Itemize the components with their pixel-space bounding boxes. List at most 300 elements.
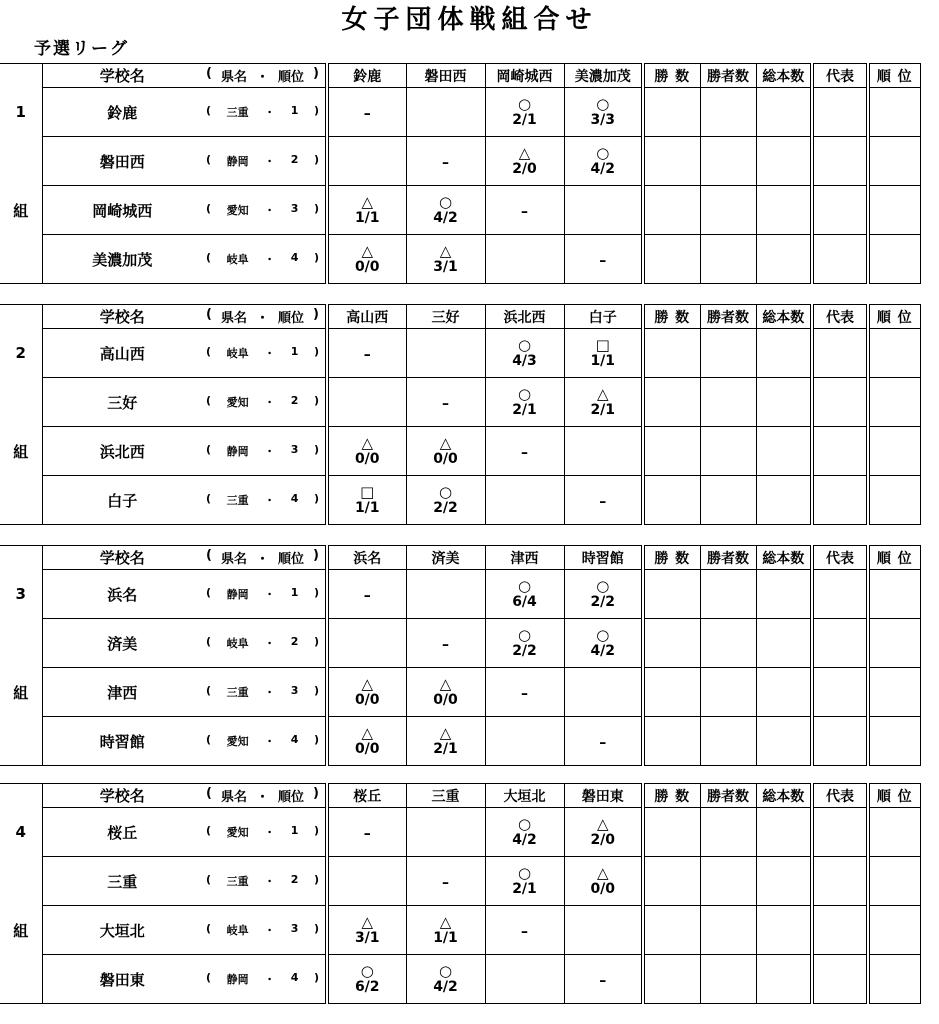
wins-cell[interactable] (643, 186, 700, 235)
dot-separator: ・ (255, 311, 269, 326)
wins-cell[interactable] (643, 88, 700, 137)
team-row (0, 668, 920, 717)
group-label-cell (0, 906, 42, 955)
result-symbol: △ (439, 433, 452, 452)
dot-separator: ・ (264, 973, 276, 986)
total-cell[interactable] (756, 668, 812, 717)
place-cell[interactable] (868, 619, 920, 668)
school-name (42, 808, 202, 857)
result-symbol: ○ (517, 814, 532, 833)
group-label-top (0, 305, 42, 329)
header-opponent (564, 784, 643, 808)
self-match-dash: – (363, 825, 371, 842)
header-wins (643, 64, 700, 88)
rep-cell[interactable] (812, 88, 868, 137)
dot-separator: ・ (264, 204, 276, 217)
paren-close: ) (313, 635, 319, 648)
wins-cell[interactable] (643, 476, 700, 525)
rep-cell[interactable] (812, 570, 868, 619)
place-cell[interactable] (868, 235, 920, 284)
rep-cell[interactable] (812, 378, 868, 427)
pref-rank (202, 378, 327, 427)
total-cell[interactable] (756, 857, 812, 906)
seed-rank: 2 (290, 635, 299, 648)
score: 0/0 (433, 691, 458, 708)
place-cell[interactable] (868, 857, 920, 906)
match-result-cell (564, 808, 643, 857)
match-result-cell (327, 570, 406, 619)
total-cell[interactable] (756, 235, 812, 284)
seed-rank: 2 (290, 153, 299, 166)
prefecture: 岐阜 (226, 637, 249, 650)
winners-cell[interactable] (700, 955, 756, 1004)
header-opponent (485, 784, 564, 808)
opponent-name: 磐田西 (424, 68, 467, 85)
school-name (42, 955, 202, 1004)
team-row (0, 808, 920, 857)
pref-rank-wrap (202, 443, 325, 459)
result-symbol: △ (439, 241, 452, 260)
match-result-cell (564, 906, 643, 955)
result-symbol: ○ (517, 625, 532, 644)
header-pref-rank (202, 546, 327, 570)
paren-open: ( (206, 66, 212, 81)
paren-open: ( (206, 492, 212, 505)
place-cell[interactable] (868, 955, 920, 1004)
opponent-name: 浜北西 (503, 309, 546, 326)
header-opponent (327, 305, 406, 329)
score: 4/2 (590, 160, 616, 177)
header-place-label: 順 位 (876, 68, 913, 85)
school-name-text: 白子 (107, 491, 138, 510)
rep-cell[interactable] (812, 808, 868, 857)
rep-cell[interactable] (812, 906, 868, 955)
winners-cell[interactable] (700, 235, 756, 284)
prefecture: 三重 (226, 106, 249, 119)
dot-separator: ・ (264, 588, 276, 601)
match-result-cell (485, 808, 564, 857)
wins-cell[interactable] (643, 857, 700, 906)
result-symbol: ○ (438, 192, 453, 211)
header-wins-label: 勝 数 (654, 309, 691, 326)
result-symbol: ○ (596, 625, 610, 644)
team-row (0, 857, 920, 906)
score: 2/2 (433, 499, 458, 516)
wins-cell[interactable] (643, 906, 700, 955)
winners-cell[interactable] (700, 668, 756, 717)
winners-cell[interactable] (700, 378, 756, 427)
seed-rank: 2 (290, 873, 299, 886)
match-result-cell (485, 857, 564, 906)
header-school-label: 学校名 (99, 67, 145, 85)
winners-cell[interactable] (700, 570, 756, 619)
match-result-cell (406, 619, 485, 668)
group-label-cell (0, 329, 42, 378)
result-symbol: □ (360, 482, 375, 501)
dot-separator: ・ (255, 790, 269, 805)
header-place-label: 順 位 (876, 788, 913, 805)
school-name-text: 高山西 (99, 344, 145, 363)
match-result-cell (564, 235, 643, 284)
seed-rank: 1 (290, 345, 299, 358)
header-winners-label: 勝者数 (707, 550, 749, 567)
school-name-text: 磐田東 (99, 970, 145, 989)
opponent-name: 三好 (431, 309, 460, 326)
header-rank-label: 順位 (277, 552, 304, 567)
paren-close: ) (313, 922, 319, 935)
match-result-cell (327, 427, 406, 476)
match-result-cell (564, 476, 643, 525)
header-rep (812, 784, 868, 808)
match-result-cell (406, 717, 485, 766)
opponent-name: 岡崎城西 (496, 68, 553, 85)
header-pref-wrap (202, 786, 325, 805)
self-match-dash: – (442, 395, 449, 412)
header-rep-label: 代表 (826, 68, 854, 85)
team-row (0, 137, 920, 186)
prefecture: 愛知 (226, 735, 249, 748)
place-cell[interactable] (868, 570, 920, 619)
group-table-2 (0, 304, 921, 525)
match-result-cell (327, 329, 406, 378)
place-cell[interactable] (868, 808, 920, 857)
rep-cell[interactable] (812, 427, 868, 476)
winners-cell[interactable] (700, 906, 756, 955)
place-cell[interactable] (868, 717, 920, 766)
match-result-cell (406, 906, 485, 955)
prefecture: 岐阜 (226, 347, 249, 360)
prefecture: 静岡 (226, 973, 249, 986)
winners-cell[interactable] (700, 476, 756, 525)
score: 1/1 (433, 929, 458, 946)
result-symbol: △ (439, 912, 452, 931)
total-cell[interactable] (756, 329, 812, 378)
prefecture: 愛知 (226, 826, 249, 839)
match-result-cell (406, 570, 485, 619)
place-cell[interactable] (868, 186, 920, 235)
score: 2/2 (512, 642, 537, 659)
pref-rank-wrap (202, 202, 325, 218)
rep-cell[interactable] (812, 619, 868, 668)
group-label-cell (0, 476, 42, 525)
prefecture: 岐阜 (226, 924, 249, 937)
match-result-cell (485, 906, 564, 955)
match-result-cell (406, 137, 485, 186)
winners-cell[interactable] (700, 619, 756, 668)
header-pref-rank (202, 64, 327, 88)
seed-rank: 1 (290, 586, 299, 599)
winners-cell[interactable] (700, 88, 756, 137)
dot-separator: ・ (264, 735, 276, 748)
pref-rank-wrap (202, 394, 325, 410)
school-name (42, 570, 202, 619)
pref-rank (202, 476, 327, 525)
header-pref-label: 県名 (220, 552, 247, 567)
score: 2/0 (512, 160, 537, 177)
header-place (868, 784, 920, 808)
opponent-name: 高山西 (346, 309, 389, 326)
school-name (42, 186, 202, 235)
wins-cell[interactable] (643, 427, 700, 476)
total-cell[interactable] (756, 955, 812, 1004)
match-result-cell (564, 955, 643, 1004)
seed-rank: 4 (290, 971, 299, 984)
match-result-cell (406, 186, 485, 235)
match-result-cell (327, 668, 406, 717)
header-rep-label: 代表 (826, 309, 854, 326)
header-opponent (564, 64, 643, 88)
school-name-text: 済美 (107, 634, 138, 653)
score: 3/1 (354, 929, 380, 946)
header-winners-label: 勝者数 (707, 309, 749, 326)
seed-rank: 1 (290, 824, 299, 837)
winners-cell[interactable] (700, 427, 756, 476)
rep-cell[interactable] (812, 668, 868, 717)
winners-cell[interactable] (700, 186, 756, 235)
header-wins (643, 784, 700, 808)
score: 4/2 (433, 209, 458, 226)
page-title: 女子団体戦組合せ (341, 5, 598, 35)
match-result-cell (485, 235, 564, 284)
pref-rank-wrap (202, 251, 325, 267)
group-number: 2 (15, 344, 26, 362)
self-match-dash: – (521, 203, 528, 220)
school-name (42, 717, 202, 766)
match-result-cell (327, 857, 406, 906)
paren-open: ( (206, 684, 212, 697)
opponent-name: 時習館 (581, 550, 624, 567)
paren-close: ) (313, 786, 319, 801)
match-result-cell (564, 137, 643, 186)
score: 0/0 (354, 691, 380, 708)
total-cell[interactable] (756, 570, 812, 619)
header-wins (643, 305, 700, 329)
group-label-cell (0, 717, 42, 766)
score: 6/4 (512, 593, 537, 610)
wins-cell[interactable] (643, 668, 700, 717)
header-opponent (327, 784, 406, 808)
dot-separator: ・ (264, 875, 276, 888)
pref-rank-wrap (202, 586, 325, 602)
wins-cell[interactable] (643, 808, 700, 857)
result-symbol: △ (596, 863, 609, 882)
seed-rank: 4 (290, 733, 299, 746)
wins-cell[interactable] (643, 570, 700, 619)
match-result-cell (564, 857, 643, 906)
paren-close: ) (313, 684, 319, 697)
place-cell[interactable] (868, 137, 920, 186)
score: 3/1 (433, 258, 458, 275)
total-cell[interactable] (756, 186, 812, 235)
opponent-name: 鈴鹿 (353, 68, 382, 85)
total-cell[interactable] (756, 476, 812, 525)
result-symbol: ○ (596, 143, 610, 162)
place-cell[interactable] (868, 378, 920, 427)
pref-rank (202, 88, 327, 137)
school-name (42, 857, 202, 906)
total-cell[interactable] (756, 619, 812, 668)
match-result-cell (406, 235, 485, 284)
group-suffix: 組 (13, 683, 29, 702)
result-symbol: △ (361, 433, 374, 452)
pref-rank-wrap (202, 104, 325, 120)
result-symbol: △ (439, 723, 452, 742)
rep-cell[interactable] (812, 186, 868, 235)
total-cell[interactable] (756, 88, 812, 137)
winners-cell[interactable] (700, 137, 756, 186)
place-cell[interactable] (868, 427, 920, 476)
result-symbol: ○ (596, 576, 610, 595)
paren-close: ) (313, 394, 319, 407)
opponent-name: 浜名 (353, 550, 382, 567)
rep-cell[interactable] (812, 137, 868, 186)
dot-separator: ・ (264, 686, 276, 699)
wins-cell[interactable] (643, 717, 700, 766)
paren-close: ) (313, 443, 319, 456)
wins-cell[interactable] (643, 137, 700, 186)
header-total (756, 784, 812, 808)
match-result-cell (485, 668, 564, 717)
result-symbol: ○ (596, 94, 610, 113)
header-school-label: 学校名 (99, 787, 145, 805)
total-cell[interactable] (756, 717, 812, 766)
match-result-cell (327, 717, 406, 766)
header-opponent (564, 546, 643, 570)
dot-separator: ・ (255, 70, 269, 85)
result-symbol: △ (596, 814, 609, 833)
league-subtitle: 予選リーグ (34, 39, 129, 59)
winners-cell[interactable] (700, 329, 756, 378)
pref-rank-wrap (202, 684, 325, 700)
place-cell[interactable] (868, 668, 920, 717)
paren-open: ( (206, 586, 212, 599)
group-label-cell (0, 619, 42, 668)
result-symbol: △ (361, 723, 374, 742)
result-symbol: ○ (517, 94, 532, 113)
score: 6/2 (354, 978, 380, 995)
paren-open: ( (206, 873, 212, 886)
header-school-label: 学校名 (99, 308, 145, 326)
wins-cell[interactable] (643, 378, 700, 427)
total-cell[interactable] (756, 906, 812, 955)
match-result-cell (564, 570, 643, 619)
total-cell[interactable] (756, 808, 812, 857)
header-row (0, 64, 920, 88)
dot-separator: ・ (264, 494, 276, 507)
total-cell[interactable] (756, 137, 812, 186)
rep-cell[interactable] (812, 476, 868, 525)
group-number: 3 (15, 585, 26, 603)
pref-rank-wrap (202, 922, 325, 938)
header-pref-label: 県名 (220, 311, 247, 326)
team-row (0, 570, 920, 619)
winners-cell[interactable] (700, 857, 756, 906)
school-name-text: 三好 (107, 393, 138, 412)
winners-cell[interactable] (700, 717, 756, 766)
group-suffix: 組 (13, 201, 29, 220)
rep-cell[interactable] (812, 329, 868, 378)
school-name (42, 476, 202, 525)
total-cell[interactable] (756, 427, 812, 476)
header-winners (700, 546, 756, 570)
seed-rank: 1 (290, 104, 299, 117)
match-result-cell (406, 427, 485, 476)
winners-cell[interactable] (700, 808, 756, 857)
pref-rank (202, 906, 327, 955)
school-name (42, 235, 202, 284)
self-match-dash: – (363, 346, 371, 363)
school-name-text: 岡崎城西 (92, 201, 153, 220)
group-number: 1 (15, 103, 26, 121)
pref-rank (202, 235, 327, 284)
match-result-cell (327, 235, 406, 284)
paren-open: ( (206, 251, 212, 264)
match-result-cell (485, 378, 564, 427)
header-opponent (485, 64, 564, 88)
header-pref-rank (202, 784, 327, 808)
group-label-cell (0, 427, 42, 476)
total-cell[interactable] (756, 378, 812, 427)
wins-cell[interactable] (643, 955, 700, 1004)
opponent-name: 三重 (431, 788, 460, 805)
header-place-label: 順 位 (876, 309, 913, 326)
group-suffix: 組 (13, 442, 29, 461)
result-symbol: △ (596, 384, 609, 403)
seed-rank: 4 (290, 251, 299, 264)
pref-rank (202, 857, 327, 906)
dot-separator: ・ (264, 106, 276, 119)
score: 2/1 (512, 111, 537, 128)
header-pref-wrap (202, 307, 325, 326)
match-result-cell (406, 668, 485, 717)
wins-cell[interactable] (643, 619, 700, 668)
paren-close: ) (313, 153, 319, 166)
match-result-cell (406, 329, 485, 378)
place-cell[interactable] (868, 88, 920, 137)
score: 0/0 (354, 450, 380, 467)
paren-open: ( (206, 548, 212, 563)
paren-open: ( (206, 307, 212, 322)
header-total (756, 305, 812, 329)
match-result-cell (406, 857, 485, 906)
paren-open: ( (206, 922, 212, 935)
result-symbol: ○ (517, 335, 532, 354)
header-opponent (485, 546, 564, 570)
wins-cell[interactable] (643, 235, 700, 284)
pref-rank (202, 570, 327, 619)
rep-cell[interactable] (812, 857, 868, 906)
score: 1/1 (590, 352, 616, 369)
school-name-text: 三重 (107, 872, 138, 891)
match-result-cell (327, 808, 406, 857)
header-opponent (564, 305, 643, 329)
rep-cell[interactable] (812, 717, 868, 766)
place-cell[interactable] (868, 329, 920, 378)
place-cell[interactable] (868, 906, 920, 955)
rep-cell[interactable] (812, 235, 868, 284)
school-name-text: 津西 (107, 683, 138, 702)
place-cell[interactable] (868, 476, 920, 525)
wins-cell[interactable] (643, 329, 700, 378)
rep-cell[interactable] (812, 955, 868, 1004)
opponent-name: 津西 (510, 550, 539, 567)
group-label-top (0, 546, 42, 570)
self-match-dash: – (442, 874, 449, 891)
dot-separator: ・ (255, 552, 269, 567)
seed-rank: 3 (290, 922, 299, 935)
paren-open: ( (206, 153, 212, 166)
header-wins-label: 勝 数 (654, 550, 691, 567)
